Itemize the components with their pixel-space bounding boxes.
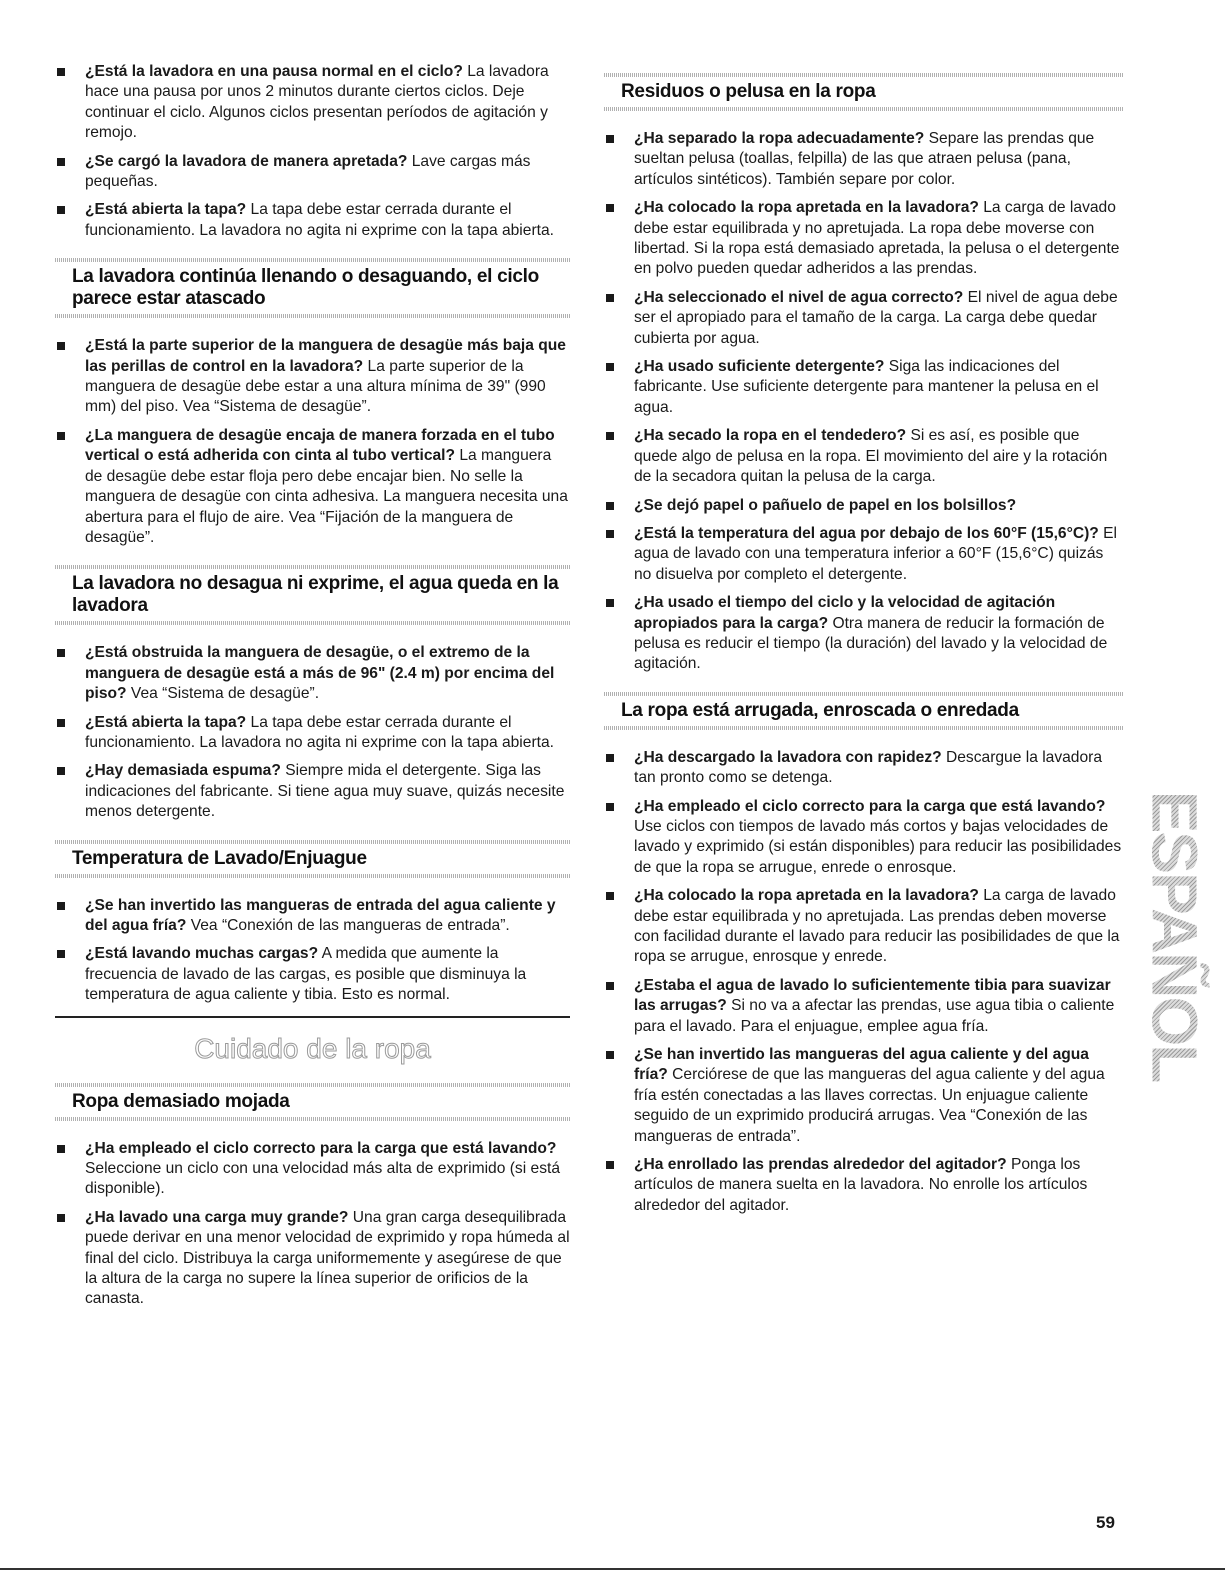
bullet-icon (606, 363, 614, 371)
heading-text: La ropa está arrugada, enroscada o enredada (621, 699, 1019, 721)
side-tab-label: ESPAÑOL (1138, 790, 1210, 1081)
bullet-icon (57, 206, 65, 214)
list-item: ¿Está abierta la tapa? La tapa debe estar cerrada durante el funcionamiento. La lavadora no agita ni exprime con la tapa abierta. (55, 200, 570, 241)
dotted-divider (604, 107, 1124, 111)
list-item: ¿Está la parte superior de la manguera de desagüe más baja que las perillas de control en la lavadora? La parte superior de la manguera de desagüe debe estar a una altura mínima de 39" (990 mm) del piso. Vea “Sistema de desagüe”. (55, 336, 570, 418)
list-item: ¿Está la lavadora en una pausa normal en el ciclo? La lavadora hace una pausa por unos 2 minutos durante ciertos ciclos. Deje continuar el ciclo. Algunos ciclos presentan períodos de agitación y remojo. (55, 62, 570, 144)
list-item: ¿Ha colocado la ropa apretada en la lavadora? La carga de lavado debe estar equilibrada y no apretujada. Las prendas deben moverse con facilidad durante el lavado para reducir las posibilidades de que la ropa se arrugue, enrosque y enrede. (604, 886, 1124, 968)
list-item: ¿Ha usado el tiempo del ciclo y la velocidad de agitación apropiados para la carga? Otra manera de reducir la formación de pelusa es reducir el tiempo (la duración) del lavado y la velocidad de agitación. (604, 593, 1124, 675)
list-item: ¿Se dejó papel o pañuelo de papel en los bolsillos? (604, 496, 1124, 516)
heading-text: La lavadora continúa llenando o desaguando, el ciclo parece estar atascado (72, 266, 539, 310)
bullet-icon (606, 135, 614, 143)
dotted-divider (604, 692, 1124, 696)
list-item: ¿Ha seleccionado el nivel de agua correcto? El nivel de agua debe ser el apropiado para el tamaño de la carga. La carga debe quedar cubierta por agua. (604, 288, 1124, 349)
bullet-icon (606, 1161, 614, 1169)
list-item: ¿Hay demasiada espuma? Siempre mida el detergente. Siga las indicaciones del fabricante. Si tiene agua muy suave, quizás necesite menos detergente. (55, 761, 570, 822)
dotted-divider (55, 874, 570, 878)
bullet-icon (606, 803, 614, 811)
language-side-tab (1138, 790, 1210, 1081)
page-bottom-rule (0, 1568, 1225, 1570)
bullet-icon (57, 158, 65, 166)
bullet-icon (57, 767, 65, 775)
list-item: ¿Está obstruida la manguera de desagüe, o el extremo de la manguera de desagüe está a más de 96" (2.4 m) por encima del piso? Vea “Sistema de desagüe”. (55, 643, 570, 704)
care-section-title: Cuidado de la ropa (194, 1032, 431, 1064)
dotted-divider (55, 1083, 570, 1087)
intro-list (55, 62, 570, 241)
page-number: 59 (1096, 1513, 1115, 1532)
list-item: ¿Ha enrollado las prendas alrededor del agitador? Ponga los artículos de manera suelta en la lavadora. No enrolle los artículos alrededor del agitador. (604, 1155, 1124, 1216)
list-item: ¿Ha separado la ropa adecuadamente? Separe las prendas que sueltan pelusa (toallas, felpilla) de las que atraen pelusa (pana, artículos sintéticos). También separe por color. (604, 129, 1124, 190)
heading-text: Ropa demasiado mojada (72, 1090, 290, 1112)
list-item: ¿Ha usado suficiente detergente? Siga las indicaciones del fabricante. Use suficiente detergente para mantener la pelusa en el agua. (604, 357, 1124, 418)
bullet-icon (606, 502, 614, 510)
section-heading-lint (604, 70, 1124, 115)
dotted-divider (55, 840, 570, 844)
heading-text: La lavadora no desagua ni exprime, el agua queda en la lavadora (72, 573, 559, 617)
bullet-icon (606, 754, 614, 762)
list-item: ¿Ha colocado la ropa apretada en la lavadora? La carga de lavado debe estar equilibrada y no apretujada. La ropa debe moverse con libertad. Si la ropa está demasiado apretada, la pelusa o el detergente en polvo pueden quedar adheridos a las prendas. (604, 198, 1124, 280)
dotted-divider (55, 1117, 570, 1121)
bullet-icon (57, 719, 65, 727)
bullet-icon (57, 432, 65, 440)
list-item: ¿Se han invertido las mangueras de entrada del agua caliente y del agua fría? Vea “Conexión de las mangueras de entrada”. (55, 896, 570, 937)
list-item: ¿Ha secado la ropa en el tendedero? Si es así, es posible que quede algo de pelusa en la ropa. El movimiento del aire y la rotación de la secadora quitan la pelusa de la carga. (604, 426, 1124, 487)
section-heading-filling-draining (55, 255, 570, 322)
dotted-divider (55, 258, 570, 262)
list-item: ¿Ha empleado el ciclo correcto para la carga que está lavando? Use ciclos con tiempos de lavado más cortos y bajas velocidades de lavado y exprimido (si están disponibles) para reducir las posibilidades de que la ropa se arrugue, enrede o enrosque. (604, 797, 1124, 879)
bullet-icon (606, 599, 614, 607)
bullet-icon (57, 950, 65, 958)
section-divider (55, 1016, 570, 1018)
bullet-icon (606, 892, 614, 900)
bullet-icon (57, 902, 65, 910)
list-item: ¿Está la temperatura del agua por debajo de los 60°F (15,6°C)? El agua de lavado con una temperatura inferior a 60°F (15,6°C) quizás no disuelva por completo el detergente. (604, 524, 1124, 585)
bullet-icon (57, 68, 65, 76)
heading-text: Residuos o pelusa en la ropa (621, 81, 876, 102)
bullet-icon (606, 530, 614, 538)
dotted-divider (55, 621, 570, 625)
section-heading-too-wet (55, 1080, 570, 1125)
bullet-icon (57, 1145, 65, 1153)
bullet-icon (606, 432, 614, 440)
list-item: ¿Estaba el agua de lavado lo suficientemente tibia para suavizar las arrugas? Si no va a afectar las prendas, use agua tibia o caliente para el lavado. Para el enjuague, emplee agua fría. (604, 976, 1124, 1037)
list-item: ¿Está abierta la tapa? La tapa debe estar cerrada durante el funcionamiento. La lavadora no agita ni exprime con la tapa abierta. (55, 713, 570, 754)
bullet-icon (606, 982, 614, 990)
bullet-icon (57, 649, 65, 657)
section-heading-wrinkled (604, 689, 1124, 734)
dotted-divider (604, 73, 1124, 77)
right-column (604, 70, 1124, 1224)
dotted-divider (55, 314, 570, 318)
section-heading-not-draining (55, 562, 570, 629)
list-item: ¿Ha lavado una carga muy grande? Una gran carga desequilibrada puede derivar en una menor velocidad de exprimido y ropa húmeda al final del ciclo. Distribuya la carga uniformemente y asegúrese de que la altura de la carga no supere la línea superior de orificios de la canasta. (55, 1208, 570, 1310)
list-item: ¿Se cargó la lavadora de manera apretada? Lave cargas más pequeñas. (55, 152, 570, 193)
list-item: ¿Se han invertido las mangueras del agua caliente y del agua fría? Cerciórese de que las mangueras del agua caliente y del agua fría estén conectadas a las llaves correctas. Un enjuague caliente seguido de un exprimido producirá arrugas. Vea “Conexión de las mangueras de entrada”. (604, 1045, 1124, 1147)
dotted-divider (55, 565, 570, 569)
list-item: ¿La manguera de desagüe encaja de manera forzada en el tubo vertical o está adherida con cinta al tubo vertical? La manguera de desagüe debe estar floja pero debe encajar bien. No selle la manguera de desagüe con cinta adhesiva. La manguera necesita una abertura para el flujo de aire. Vea “Fijación de la manguera de desagüe”. (55, 426, 570, 548)
heading-text: Temperatura de Lavado/Enjuague (72, 847, 367, 869)
list-item: ¿Ha empleado el ciclo correcto para la carga que está lavando? Seleccione un ciclo con una velocidad más alta de exprimido (si está disponible). (55, 1139, 570, 1200)
bullet-icon (606, 294, 614, 302)
dotted-divider (604, 726, 1124, 730)
bullet-icon (57, 342, 65, 350)
list-item: ¿Está lavando muchas cargas? A medida que aumente la frecuencia de lavado de las cargas, es posible que disminuya la temperatura de agua caliente y tibia. Esto es normal. (55, 944, 570, 1005)
section-heading-temperature (55, 837, 570, 882)
bullet-icon (606, 1051, 614, 1059)
left-column (55, 62, 570, 1318)
bullet-icon (57, 1214, 65, 1222)
list-item: ¿Ha descargado la lavadora con rapidez? Descargue la lavadora tan pronto como se detenga. (604, 748, 1124, 789)
bullet-icon (606, 204, 614, 212)
